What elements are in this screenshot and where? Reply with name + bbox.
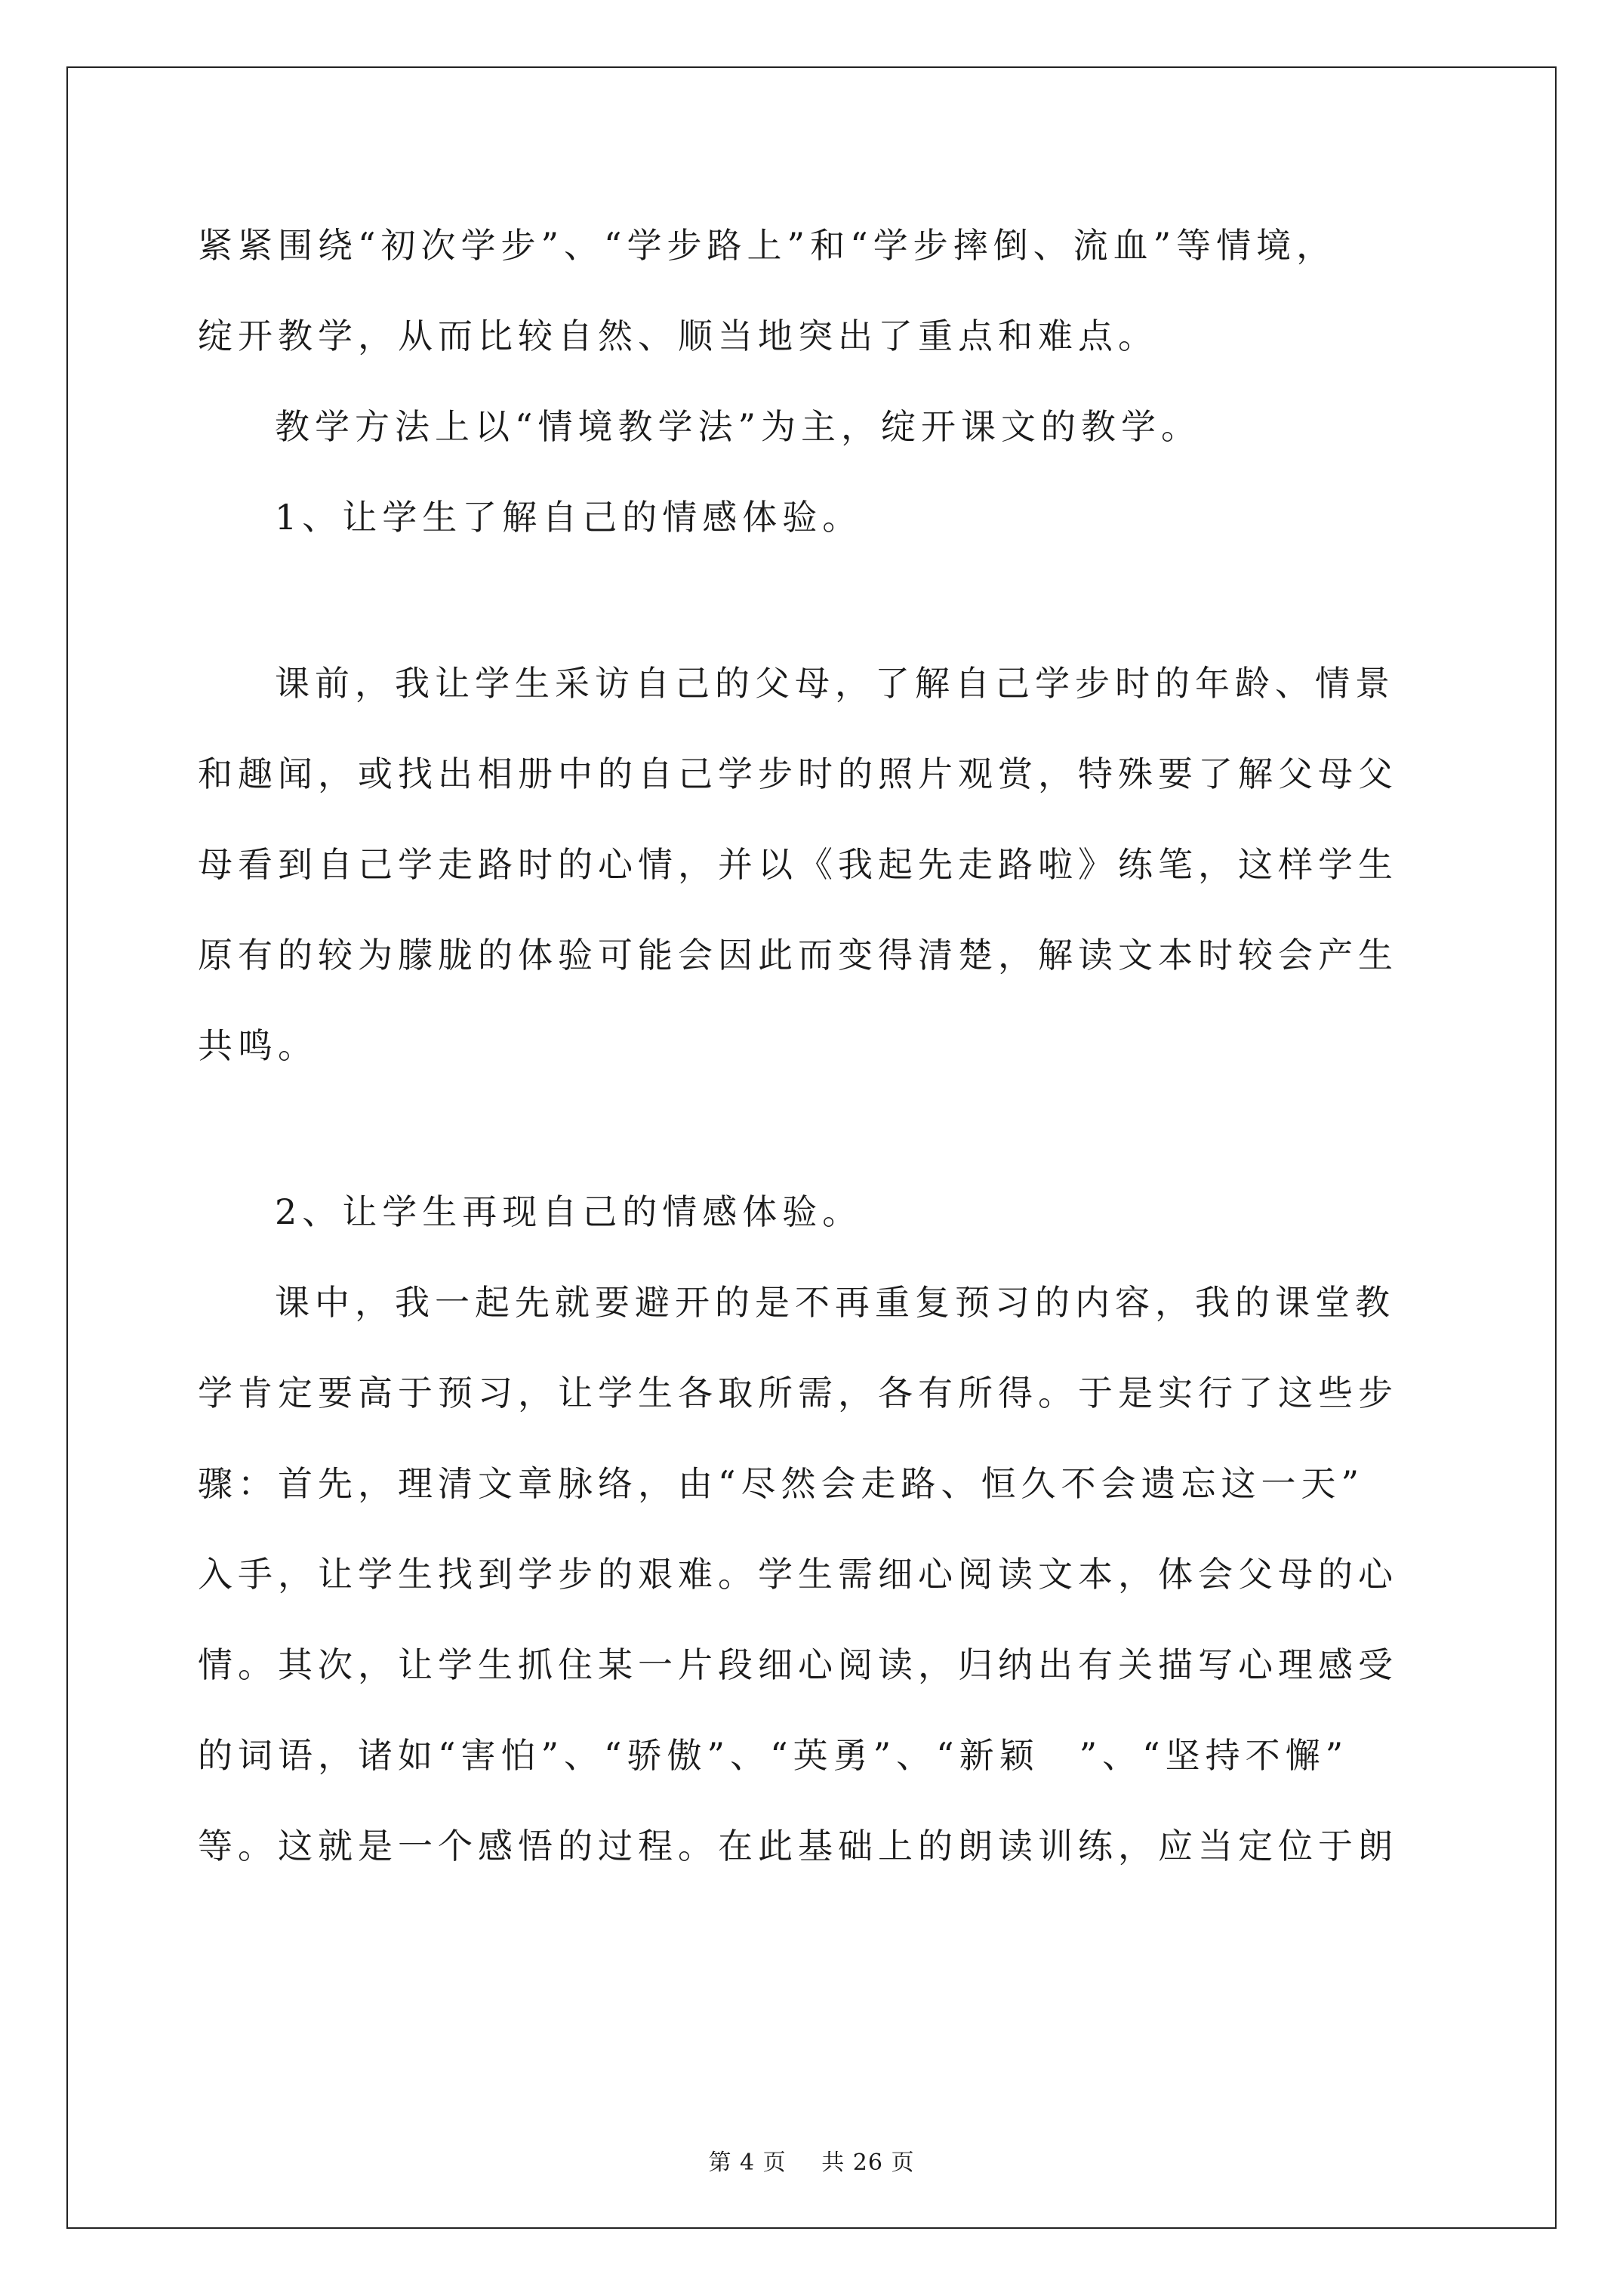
text-line: 情。其次，让学生抓住某一片段细心阅读，归纳出有关描写心理感受 bbox=[198, 1644, 1398, 1685]
text-line: 原有的较为朦胧的体验可能会因此而变得清楚，解读文本时较会产生 bbox=[198, 935, 1398, 975]
text-line: 绽开教学，从而比较自然、顺当地突出了重点和难点。 bbox=[198, 316, 1158, 356]
page-total: 共 26 页 bbox=[821, 2150, 915, 2176]
text-line: 1、让学生了解自己的情感体验。 bbox=[275, 497, 863, 538]
page-footer bbox=[0, 2148, 1623, 2178]
text-line: 教学方法上以“情境教学法”为主，绽开课文的教学。 bbox=[275, 406, 1202, 447]
text-line: 课中，我一起先就要避开的是不再重复预习的内容，我的课堂教 bbox=[275, 1282, 1395, 1323]
text-line: 2、让学生再现自己的情感体验。 bbox=[275, 1191, 863, 1232]
text-line: 共鸣。 bbox=[198, 1025, 318, 1066]
text-line: 课前，我让学生采访自己的父母，了解自己学步时的年龄、情景 bbox=[275, 663, 1395, 704]
text-line: 母看到自己学走路时的心情，并以《我起先走路啦》练笔，这样学生 bbox=[198, 844, 1398, 885]
text-line: 等。这就是一个感悟的过程。在此基础上的朗读训练，应当定位于朗 bbox=[198, 1826, 1398, 1866]
text-line: 的词语，诸如“害怕”、“骄傲”、“英勇”、“新颖 ”、“坚持不懈” bbox=[198, 1735, 1349, 1776]
text-line: 学肯定要高于预习，让学生各取所需，各有所得。于是实行了这些步 bbox=[198, 1373, 1398, 1413]
text-line: 紧紧围绕“初次学步”、“学步路上”和“学步摔倒、流血”等情境， bbox=[198, 225, 1337, 266]
text-line: 入手，让学生找到学步的艰难。学生需细心阅读文本，体会父母的心 bbox=[198, 1554, 1398, 1595]
page-number: 第 4 页 bbox=[708, 2150, 787, 2176]
text-line: 和趣闻，或找出相册中的自己学步时的照片观赏，特殊要了解父母父 bbox=[198, 754, 1398, 794]
text-line: 骤：首先，理清文章脉络，由“尽然会走路、恒久不会遗忘这一天” bbox=[198, 1463, 1365, 1504]
page-border bbox=[66, 66, 1557, 2229]
